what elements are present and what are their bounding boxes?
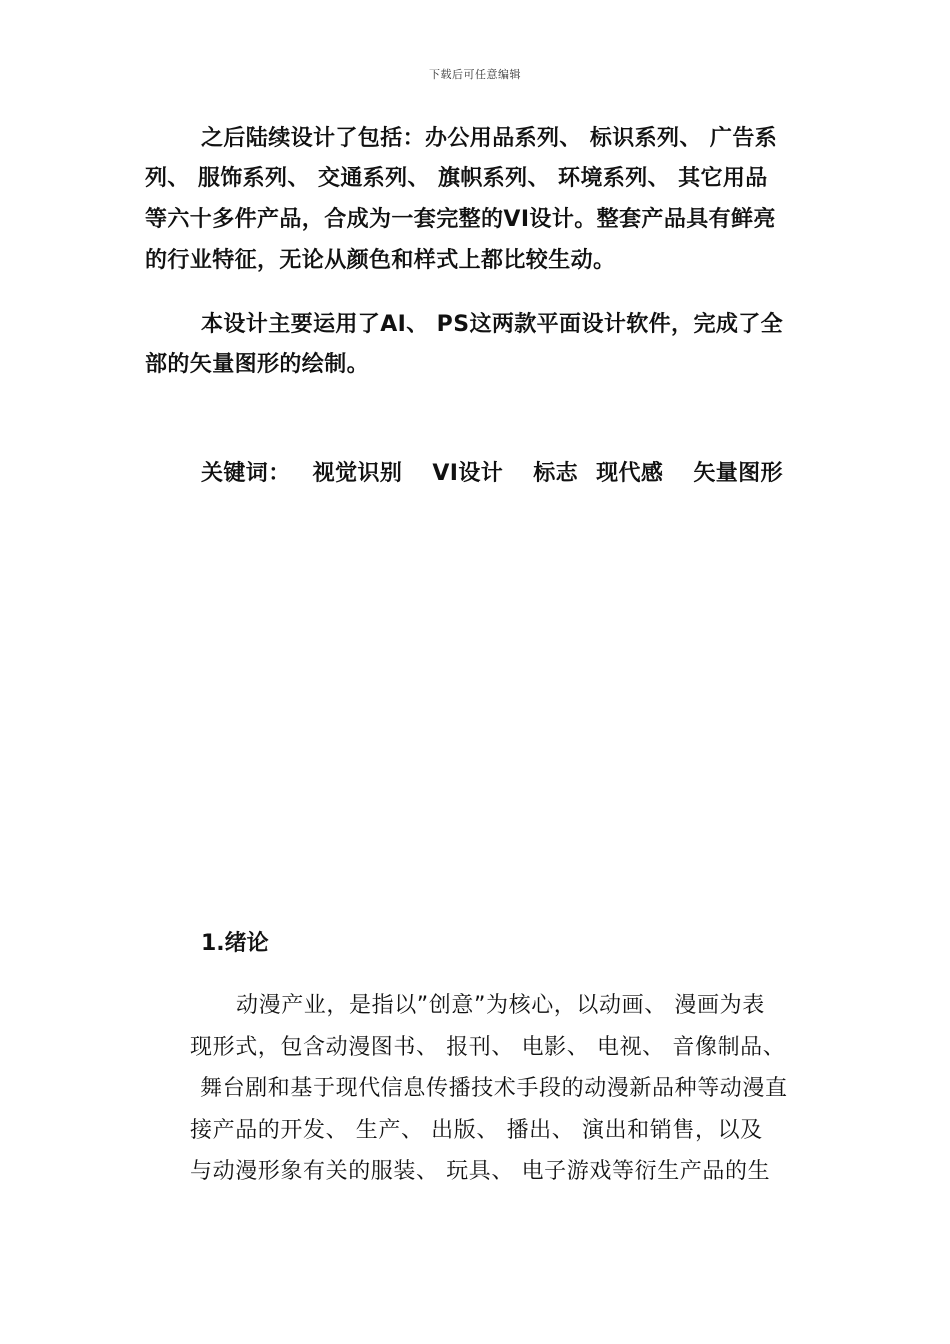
abstract-para1-line: 等六十多件产品，合成为一套完整的VI设计。整套产品具有鲜亮: [145, 207, 776, 232]
keyword-item: 现代感: [596, 461, 664, 486]
keyword-item: 标志: [533, 461, 579, 486]
keywords-line: [201, 459, 805, 489]
abstract-para1-line: 列、 服饰系列、 交通系列、 旗帜系列、 环境系列、 其它用品: [145, 166, 768, 191]
keyword-item: 矢量图形: [693, 461, 783, 486]
body-text-line: 现形式，包含动漫图书、 报刊、 电影、 电视、 音像制品、: [190, 1035, 786, 1060]
body-text-line: 动漫产业，是指以”创意”为核心，以动画、 漫画为表: [236, 993, 765, 1018]
keywords-label: 关键词：: [201, 461, 291, 486]
abstract-para2-line: 本设计主要运用了AI、 PS这两款平面设计软件，完成了全: [201, 312, 784, 337]
abstract-para2-line: 部的矢量图形的绘制。: [145, 352, 370, 377]
body-text-line: 与动漫形象有关的服装、 玩具、 电子游戏等衍生产品的生: [190, 1159, 771, 1184]
body-text-line: 舞台剧和基于现代信息传播技术手段的动漫新品种等动漫直: [200, 1076, 788, 1101]
page-header-note: 下载后可任意编辑: [429, 68, 521, 81]
section-heading: 1.绪论: [201, 931, 269, 956]
body-text-line: 接产品的开发、 生产、 出版、 播出、 演出和销售，以及: [190, 1118, 763, 1143]
abstract-para1-line: 之后陆续设计了包括：办公用品系列、 标识系列、 广告系: [201, 126, 778, 151]
abstract-para1-line: 的行业特征，无论从颜色和样式上都比较生动。: [145, 248, 616, 273]
keyword-item: 视觉识别: [312, 461, 403, 486]
keyword-item: VI设计: [432, 461, 504, 486]
